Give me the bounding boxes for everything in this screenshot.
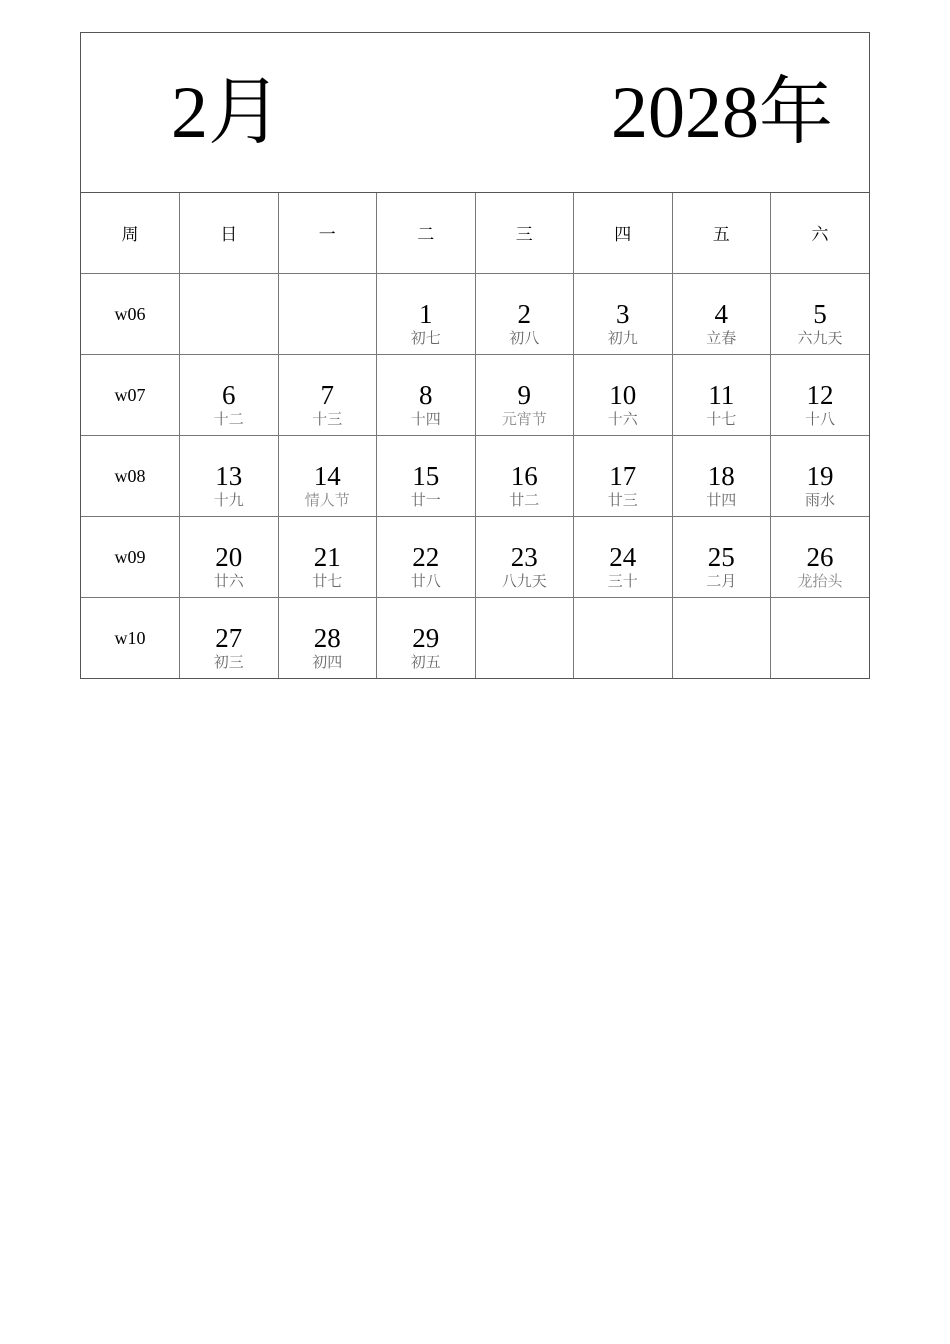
year-title: 2028年 [611, 72, 833, 154]
month-title: 2月 [171, 72, 282, 154]
day-cell [574, 354, 673, 435]
weekday-header-mon: 一 [278, 193, 377, 273]
day-cell [574, 516, 673, 597]
week-number-label: w06 [81, 273, 180, 354]
day-number: 4 [714, 298, 728, 329]
day-cell [377, 273, 476, 354]
day-number: 28 [313, 622, 341, 653]
day-number: 13 [215, 460, 243, 491]
day-number: 26 [806, 541, 834, 572]
day-number: 8 [419, 379, 433, 410]
day-cell [475, 273, 574, 354]
week-row [81, 435, 869, 516]
day-cell [574, 435, 673, 516]
day-number: 21 [313, 541, 341, 572]
lunar-date-label: 初八 [509, 328, 540, 347]
day-cell [180, 516, 279, 597]
weekday-header-fri: 五 [672, 193, 771, 273]
day-cell [180, 354, 279, 435]
lunar-date-label: 十三 [312, 409, 343, 428]
day-cell [672, 273, 771, 354]
week-row [81, 354, 869, 435]
day-cell [278, 354, 377, 435]
lunar-date-label: 廿六 [213, 571, 244, 590]
day-number: 10 [609, 379, 637, 410]
lunar-date-label: 六九天 [797, 328, 843, 347]
day-cell [771, 354, 870, 435]
empty-day-cell [574, 597, 673, 678]
lunar-date-label: 十八 [804, 409, 835, 428]
week-number-label: w09 [81, 516, 180, 597]
lunar-date-label: 初五 [410, 652, 441, 671]
lunar-date-label: 初四 [312, 652, 343, 671]
day-number: 14 [313, 460, 341, 491]
day-number: 16 [510, 460, 538, 491]
day-cell [278, 597, 377, 678]
day-number: 23 [510, 541, 538, 572]
day-cell [574, 273, 673, 354]
lunar-date-label: 立春 [706, 328, 737, 347]
day-cell [278, 435, 377, 516]
day-cell [180, 435, 279, 516]
lunar-date-label: 初七 [410, 328, 441, 347]
calendar [80, 32, 870, 679]
empty-day-cell [771, 597, 870, 678]
day-number: 17 [609, 460, 637, 491]
day-number: 5 [813, 298, 827, 329]
day-number: 15 [412, 460, 440, 491]
weekday-header-tue: 二 [377, 193, 476, 273]
lunar-date-label: 情人节 [304, 490, 350, 509]
lunar-date-label: 廿八 [410, 571, 441, 590]
calendar-grid [81, 193, 869, 678]
empty-day-cell [278, 273, 377, 354]
day-number: 12 [806, 379, 834, 410]
day-cell [377, 597, 476, 678]
day-number: 29 [412, 622, 440, 653]
day-cell [672, 516, 771, 597]
week-row [81, 516, 869, 597]
empty-day-cell [672, 597, 771, 678]
lunar-date-label: 廿二 [509, 490, 540, 509]
day-number: 24 [609, 541, 637, 572]
lunar-date-label: 廿四 [706, 490, 737, 509]
lunar-date-label: 元宵节 [501, 409, 547, 428]
lunar-date-label: 十六 [607, 409, 638, 428]
day-number: 2 [517, 298, 531, 329]
day-number: 7 [320, 379, 334, 410]
day-number: 25 [707, 541, 735, 572]
empty-day-cell [180, 273, 279, 354]
day-number: 1 [419, 298, 433, 329]
weekday-header-sat: 六 [771, 193, 870, 273]
week-row [81, 273, 869, 354]
week-number-label: w08 [81, 435, 180, 516]
day-number: 6 [222, 379, 236, 410]
lunar-date-label: 雨水 [804, 490, 835, 509]
day-cell [771, 516, 870, 597]
day-cell [771, 273, 870, 354]
lunar-date-label: 三十 [607, 571, 638, 590]
weekday-header-row [81, 193, 869, 273]
lunar-date-label: 十二 [213, 409, 244, 428]
day-cell [180, 597, 279, 678]
weekday-header-sun: 日 [180, 193, 279, 273]
lunar-date-label: 廿一 [410, 490, 441, 509]
day-number: 22 [412, 541, 440, 572]
lunar-date-label: 十九 [213, 490, 244, 509]
day-cell [475, 435, 574, 516]
lunar-date-label: 廿七 [312, 571, 343, 590]
lunar-date-label: 八九天 [501, 571, 547, 590]
lunar-date-label: 廿三 [607, 490, 638, 509]
week-number-label: w10 [81, 597, 180, 678]
lunar-date-label: 十七 [706, 409, 737, 428]
week-column-header: 周 [81, 193, 180, 273]
day-number: 9 [517, 379, 531, 410]
day-cell [475, 354, 574, 435]
lunar-date-label: 初九 [607, 328, 638, 347]
calendar-header [81, 33, 869, 193]
weekday-header-thu: 四 [574, 193, 673, 273]
day-cell [475, 516, 574, 597]
day-number: 3 [616, 298, 630, 329]
day-number: 27 [215, 622, 243, 653]
day-cell [672, 354, 771, 435]
lunar-date-label: 二月 [706, 571, 737, 590]
lunar-date-label: 龙抬头 [797, 571, 843, 590]
weekday-header-wed: 三 [475, 193, 574, 273]
day-number: 20 [215, 541, 243, 572]
day-number: 11 [708, 379, 735, 410]
week-row [81, 597, 869, 678]
week-number-label: w07 [81, 354, 180, 435]
weeks-body [81, 273, 869, 678]
day-cell [377, 435, 476, 516]
day-cell [278, 516, 377, 597]
lunar-date-label: 初三 [213, 652, 244, 671]
lunar-date-label: 十四 [410, 409, 441, 428]
day-cell [377, 516, 476, 597]
day-cell [771, 435, 870, 516]
day-cell [377, 354, 476, 435]
day-number: 18 [707, 460, 735, 491]
day-number: 19 [806, 460, 834, 491]
day-cell [672, 435, 771, 516]
empty-day-cell [475, 597, 574, 678]
